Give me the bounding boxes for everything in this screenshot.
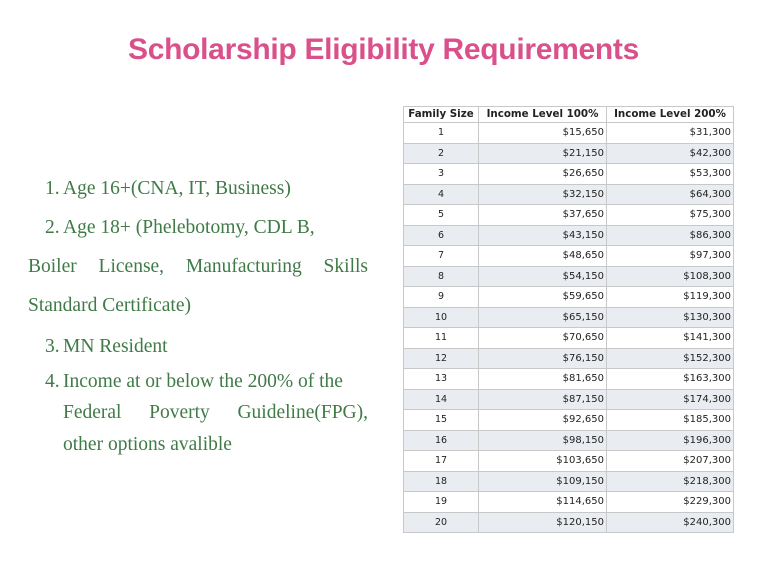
table-row xyxy=(404,266,734,287)
table-row xyxy=(404,164,734,185)
income-100-cell: $32,150 xyxy=(479,184,607,205)
income-table xyxy=(403,106,734,533)
family-size-cell: 17 xyxy=(404,451,479,472)
income-100-cell: $48,650 xyxy=(479,246,607,267)
table-row xyxy=(404,225,734,246)
income-200-cell: $141,300 xyxy=(607,328,734,349)
income-100-cell: $59,650 xyxy=(479,287,607,308)
table-row xyxy=(404,471,734,492)
table-row xyxy=(404,205,734,226)
income-100-cell: $70,650 xyxy=(479,328,607,349)
income-200-cell: $185,300 xyxy=(607,410,734,431)
income-200-cell: $174,300 xyxy=(607,389,734,410)
income-100-cell: $76,150 xyxy=(479,348,607,369)
family-size-cell: 13 xyxy=(404,369,479,390)
table-header-row xyxy=(404,107,734,123)
table-row xyxy=(404,492,734,513)
income-100-cell: $43,150 xyxy=(479,225,607,246)
table-row xyxy=(404,512,734,533)
income-100-cell: $65,150 xyxy=(479,307,607,328)
family-size-cell: 11 xyxy=(404,328,479,349)
requirement-3: 3. MN Resident xyxy=(45,336,168,357)
table-row xyxy=(404,328,734,349)
family-size-cell: 7 xyxy=(404,246,479,267)
requirement-2: 2. Age 18+ (Phelebotomy, CDL B, xyxy=(45,217,315,238)
header-family-size: Family Size xyxy=(404,107,479,123)
family-size-cell: 18 xyxy=(404,471,479,492)
family-size-cell: 16 xyxy=(404,430,479,451)
table-row xyxy=(404,246,734,267)
income-200-cell: $42,300 xyxy=(607,143,734,164)
income-100-cell: $114,650 xyxy=(479,492,607,513)
family-size-cell: 9 xyxy=(404,287,479,308)
income-100-cell: $21,150 xyxy=(479,143,607,164)
income-200-cell: $130,300 xyxy=(607,307,734,328)
header-income-200: Income Level 200% xyxy=(607,107,734,123)
header-income-100: Income Level 100% xyxy=(479,107,607,123)
income-200-cell: $119,300 xyxy=(607,287,734,308)
income-100-cell: $81,650 xyxy=(479,369,607,390)
income-100-cell: $98,150 xyxy=(479,430,607,451)
requirement-2-continued-2: Standard Certificate) xyxy=(28,295,191,316)
income-100-cell: $54,150 xyxy=(479,266,607,287)
income-200-cell: $31,300 xyxy=(607,123,734,144)
table-row xyxy=(404,143,734,164)
family-size-cell: 3 xyxy=(404,164,479,185)
income-200-cell: $196,300 xyxy=(607,430,734,451)
income-200-cell: $86,300 xyxy=(607,225,734,246)
family-size-cell: 10 xyxy=(404,307,479,328)
family-size-cell: 5 xyxy=(404,205,479,226)
income-200-cell: $108,300 xyxy=(607,266,734,287)
table-row xyxy=(404,389,734,410)
income-200-cell: $218,300 xyxy=(607,471,734,492)
income-200-cell: $64,300 xyxy=(607,184,734,205)
income-100-cell: $120,150 xyxy=(479,512,607,533)
family-size-cell: 12 xyxy=(404,348,479,369)
requirement-4-continued: Federal Poverty Guideline(FPG), xyxy=(63,402,368,423)
table-row xyxy=(404,123,734,144)
table-row xyxy=(404,451,734,472)
table-row xyxy=(404,430,734,451)
table-row xyxy=(404,348,734,369)
requirement-4-continued-2: other options avalible xyxy=(63,434,232,455)
income-100-cell: $92,650 xyxy=(479,410,607,431)
table-row xyxy=(404,410,734,431)
family-size-cell: 15 xyxy=(404,410,479,431)
requirement-1: 1. Age 16+(CNA, IT, Business) xyxy=(45,178,291,199)
income-100-cell: $37,650 xyxy=(479,205,607,226)
table-row xyxy=(404,184,734,205)
family-size-cell: 19 xyxy=(404,492,479,513)
requirement-4: 4. Income at or below the 200% of the xyxy=(45,371,343,392)
income-100-cell: $15,650 xyxy=(479,123,607,144)
income-200-cell: $207,300 xyxy=(607,451,734,472)
income-200-cell: $163,300 xyxy=(607,369,734,390)
family-size-cell: 1 xyxy=(404,123,479,144)
income-100-cell: $87,150 xyxy=(479,389,607,410)
family-size-cell: 6 xyxy=(404,225,479,246)
table-row xyxy=(404,369,734,390)
table-row xyxy=(404,307,734,328)
income-100-cell: $103,650 xyxy=(479,451,607,472)
family-size-cell: 4 xyxy=(404,184,479,205)
income-100-cell: $109,150 xyxy=(479,471,607,492)
income-100-cell: $26,650 xyxy=(479,164,607,185)
income-200-cell: $97,300 xyxy=(607,246,734,267)
income-200-cell: $152,300 xyxy=(607,348,734,369)
family-size-cell: 14 xyxy=(404,389,479,410)
income-200-cell: $240,300 xyxy=(607,512,734,533)
income-200-cell: $75,300 xyxy=(607,205,734,226)
page-title: Scholarship Eligibility Requirements xyxy=(128,33,639,66)
table-row xyxy=(404,287,734,308)
family-size-cell: 2 xyxy=(404,143,479,164)
requirement-2-continued: Boiler License, Manufacturing Skills xyxy=(28,256,368,277)
family-size-cell: 20 xyxy=(404,512,479,533)
income-200-cell: $53,300 xyxy=(607,164,734,185)
income-200-cell: $229,300 xyxy=(607,492,734,513)
family-size-cell: 8 xyxy=(404,266,479,287)
